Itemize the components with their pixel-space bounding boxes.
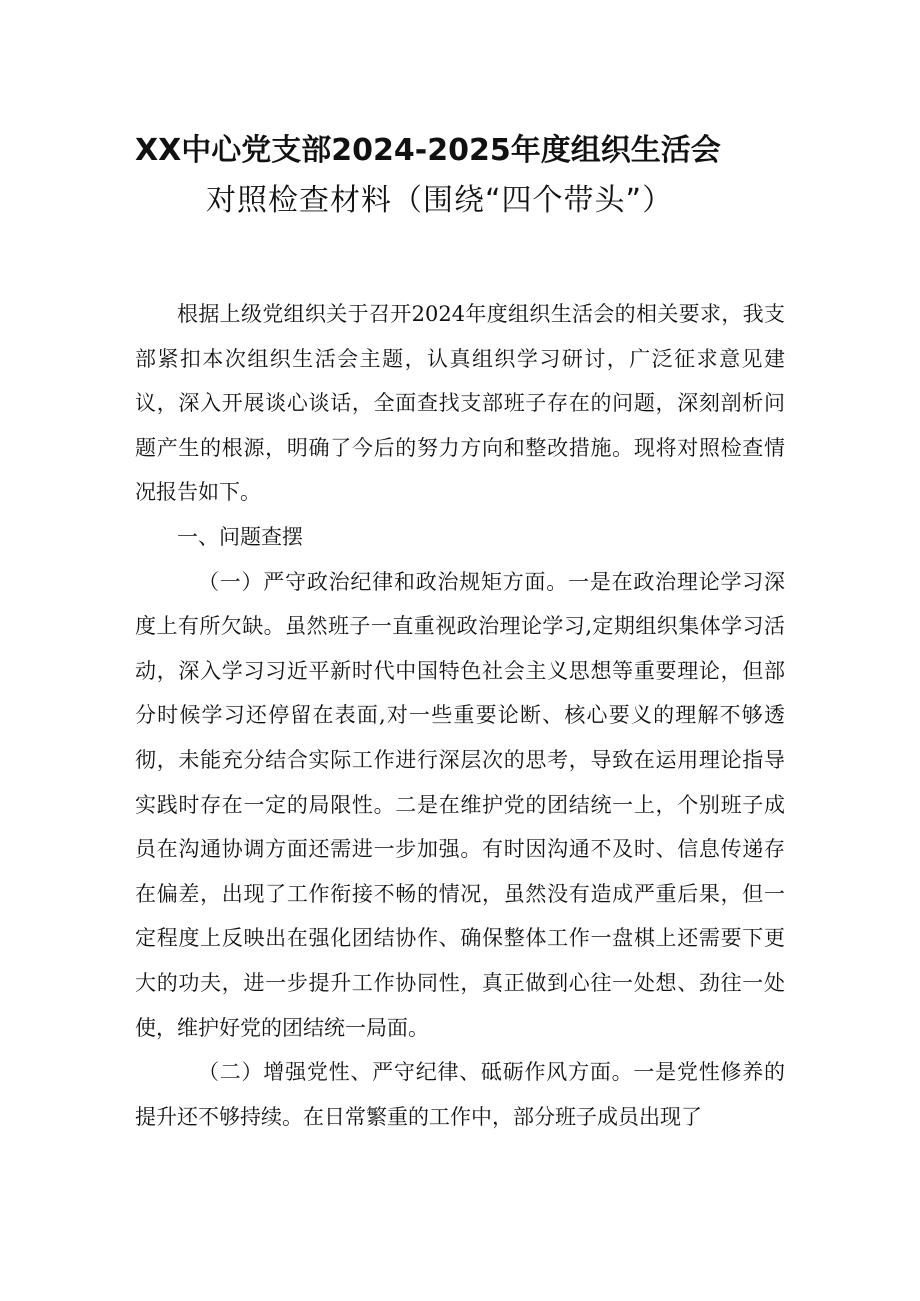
title-line-2: 对照检查材料（围绕“四个带头”）	[206, 183, 674, 218]
document-body	[135, 292, 785, 1139]
paragraph-item-2: （二）增强党性、严守纪律、砥砺作风方面。一是党性修养的提升还不够持续。在日常繁重的工作中，部分班子成员出现了	[135, 1060, 785, 1129]
intro-paragraph: 根据上级党组织关于召开2024年度组织生活会的相关要求，我支部紧扣本次组织生活会主题，认真组织学习研讨，广泛征求意见建议，深入开展谈心谈话，全面查找支部班子存在的问题，深刻剖析问题产生的根源，明确了今后的努力方向和整改措施。现将对照检查情况报告如下。	[135, 302, 785, 505]
title-line-1: XX中心党支部2024-2025年度组织生活会	[135, 133, 721, 168]
section-heading-problems: 一、问题查摆	[177, 524, 303, 549]
paragraph-item-1: （一）严守政治纪律和政治规矩方面。一是在政治理论学习深度上有所欠缺。虽然班子一直重视政治理论学习,定期组织集体学习活动，深入学习习近平新时代中国特色社会主义思想等重要理论，但部分时候学习还停留在表面,对一些重要论断、核心要义的理解不够透彻，未能充分结合实际工作进行深层次的思考，导致在运用理论指导实践时存在一定的局限性。二是在维护党的团结统一上，个别班子成员在沟通协调方面还需进一步加强。有时因沟通不及时、信息传递存在偏差，出现了工作衔接不畅的情况，虽然没有造成严重后果，但一定程度上反映出在强化团结协作、确保整体工作一盘棋上还需要下更大的功夫，进一步提升工作协同性，真正做到心往一处想、劲往一处使，维护好党的团结统一局面。	[135, 569, 785, 1040]
